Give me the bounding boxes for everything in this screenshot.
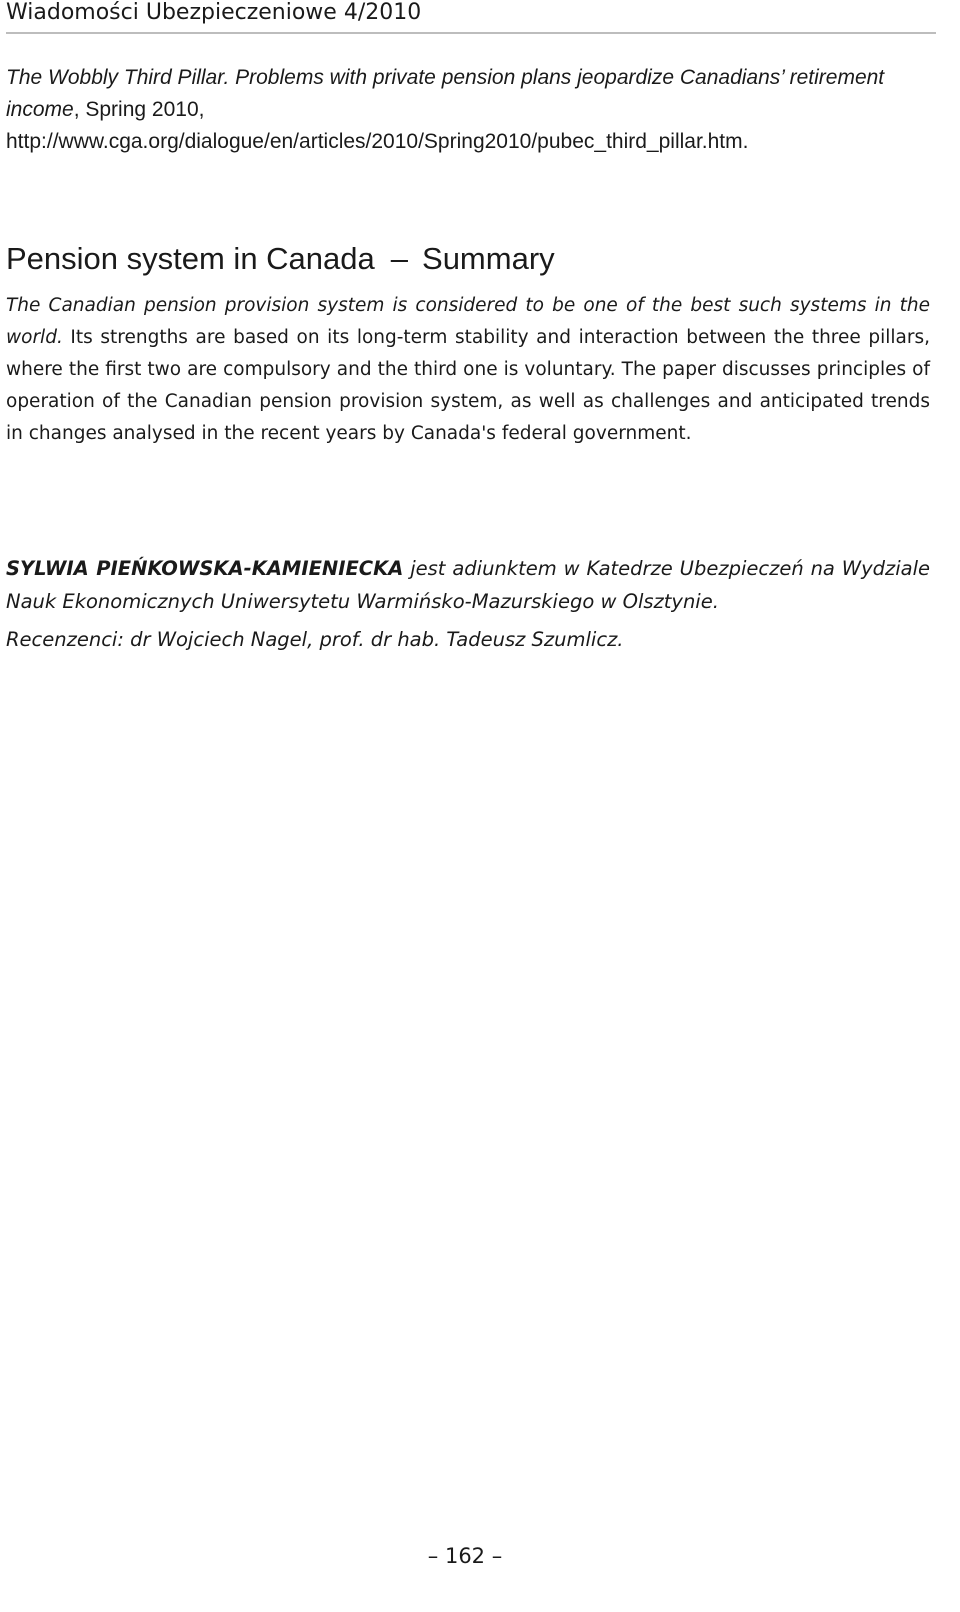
summary-heading-dash: – [390, 241, 409, 276]
running-header [6, 0, 936, 34]
reference-details: , Spring 2010, http://www.cga.org/dialogue/en/articles/2010/Spring2010/pubec_third_pillar.htm. [6, 98, 749, 153]
reference-title: The Wobbly Third Pillar. Problems with private pension plans jeopardize Canadians’ retirement income [6, 66, 885, 121]
summary-lead: The Canadian pension provision system is considered to be one of the best such systems in the world. [6, 295, 930, 348]
author-name: SYLWIA PIEŃKOWSKA-KAMIENIECKA [6, 557, 404, 580]
summary-heading-main: Pension system in Canada [6, 241, 375, 276]
summary-paragraph [6, 290, 930, 450]
summary-body: Its strengths are based on its long-term stability and interaction between the three pillars, where the first two are compulsory and the third one is voluntary. The paper discusses principles of operation of the Canadian pension provision system, as well as challenges and anticipated trends in changes analysed in the recent years by Canada's federal government. [6, 327, 930, 444]
author-note [6, 552, 930, 618]
reviewers-note: Recenzenci: dr Wojciech Nagel, prof. dr hab. Tadeusz Szumlicz. [6, 628, 624, 651]
author-description: jest adiunktem w Katedrze Ubezpieczeń na Wydziale Nauk Ekonomicznych Uniwersytetu Warmińsko-Mazurskiego w Olsztynie. [6, 557, 930, 613]
bibliography-entry [6, 62, 930, 158]
summary-heading-sub: Summary [422, 241, 555, 276]
page-number: – 162 – [427, 1544, 503, 1568]
journal-title: Wiadomości Ubezpieczeniowe 4/2010 [6, 0, 422, 25]
summary-heading [6, 240, 555, 278]
